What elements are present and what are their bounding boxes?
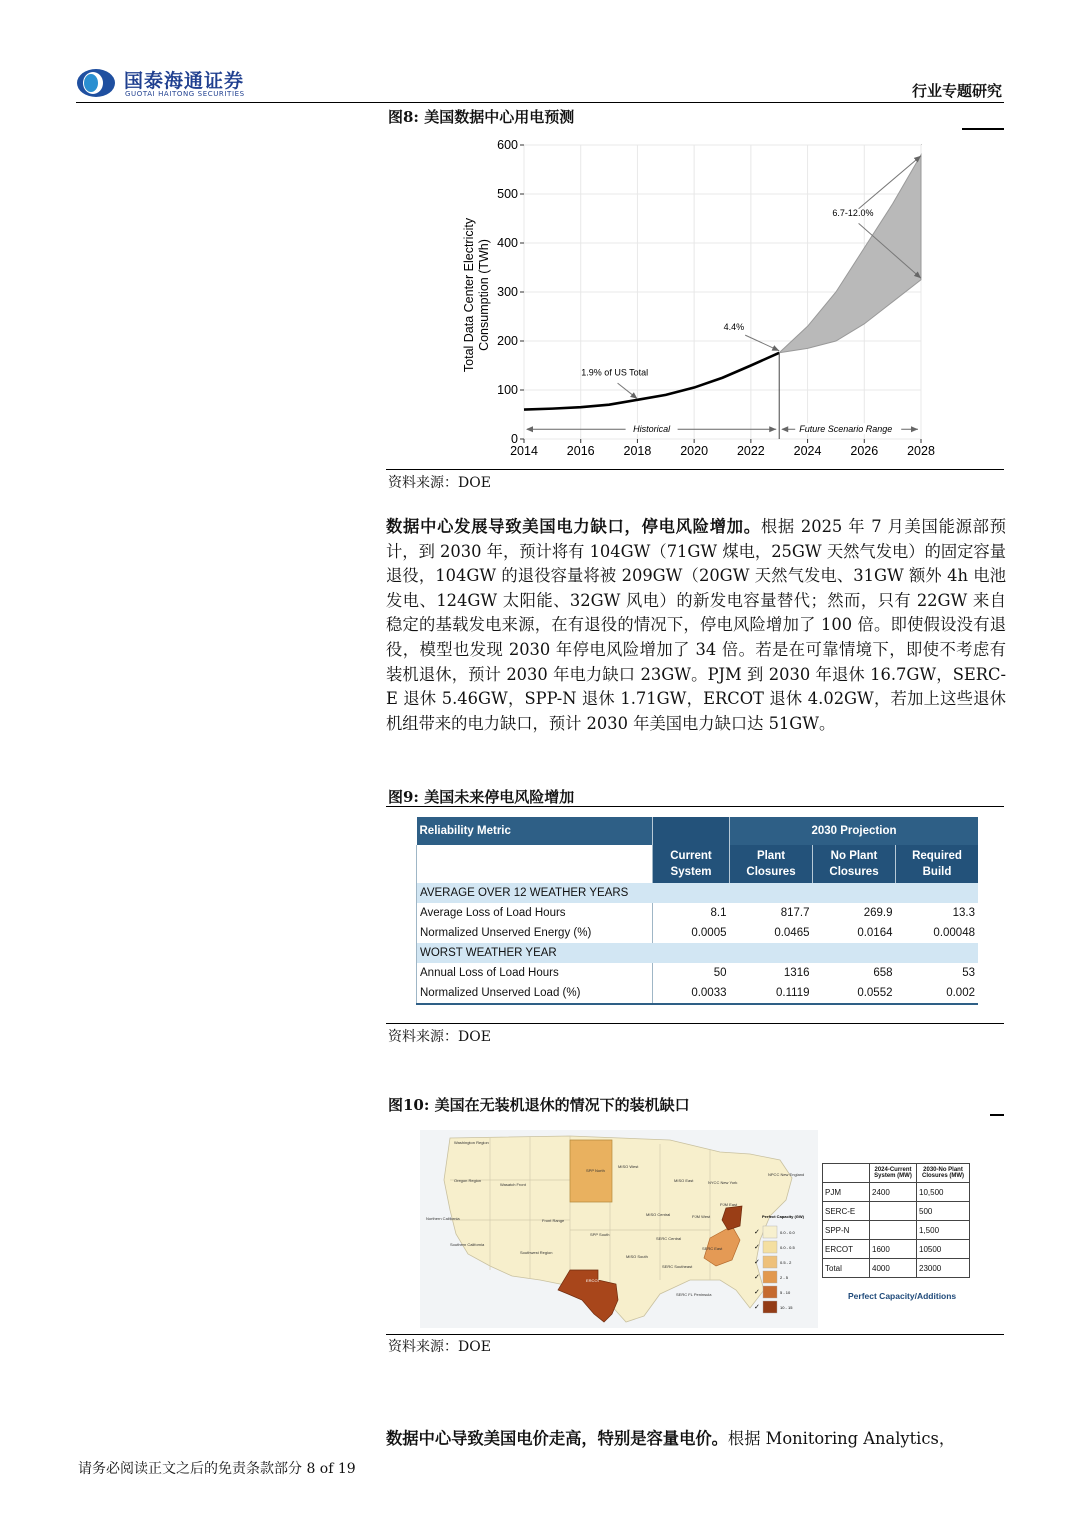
paragraph-1-lead: 数据中心发展导致美国电力缺口，停电风险增加。	[386, 517, 761, 536]
row-label: Average Loss of Load Hours	[417, 903, 653, 923]
section-row	[417, 943, 979, 963]
region-label: SERC East	[702, 1246, 723, 1251]
body-paragraph-2	[386, 1425, 955, 1449]
fig8-bottom-rule	[386, 469, 1004, 470]
table-cell: 0.002	[946, 987, 975, 999]
table-row	[823, 1183, 970, 1202]
historical-label: Historical	[633, 424, 671, 435]
row-label: Normalized Unserved Energy (%)	[417, 923, 653, 943]
page-footer: 请务必阅读正文之后的免责条款部分 8 of 19	[78, 1461, 356, 1477]
region-label: SPP North	[586, 1168, 605, 1173]
y-tick-label: 500	[497, 187, 518, 201]
legend-swatch	[763, 1256, 777, 1268]
legend-swatch	[763, 1301, 777, 1313]
legend-swatch	[763, 1271, 777, 1283]
table-cell: Total	[823, 1259, 870, 1278]
x-tick-label: 2028	[907, 444, 935, 458]
region-label: Wasatch Front	[500, 1182, 526, 1187]
table-row	[823, 1240, 970, 1259]
region-label: SERC FL Peninsula	[676, 1292, 712, 1297]
table-row	[417, 903, 979, 923]
table-cell: 658	[873, 967, 893, 979]
section-title: AVERAGE OVER 12 WEATHER YEARS	[417, 883, 979, 903]
region-label: NYCC New York	[708, 1180, 738, 1185]
annotation-2028: 6.7-12.0%	[832, 208, 874, 219]
table-cell: 817.7	[780, 907, 810, 919]
legend-check-icon: ✓	[754, 1304, 760, 1311]
y-tick-label: 0	[511, 432, 518, 446]
col-current-system: Current System	[653, 845, 730, 883]
table-cell: 23000	[917, 1259, 970, 1278]
region-label: PJM West	[692, 1214, 711, 1219]
y-tick-label: 100	[497, 383, 518, 397]
table-cell: 50	[713, 967, 727, 979]
region-label: MISO West	[618, 1164, 639, 1169]
fig9-source: 资料来源：DOE	[388, 1029, 491, 1045]
body-paragraph-1	[386, 515, 1006, 736]
fig9-caption-rule	[386, 806, 1004, 807]
region-label: MISO East	[674, 1178, 694, 1183]
capacity-gap-table	[822, 1163, 970, 1278]
legend-check-icon: ✓	[754, 1274, 760, 1281]
table-cell: 0.1119	[776, 987, 810, 999]
table-cell: SPP-N	[823, 1221, 870, 1240]
table-cell: 1,500	[917, 1221, 970, 1240]
legend-swatch	[763, 1241, 777, 1253]
table-cell: 2400	[870, 1183, 917, 1202]
us-map-svg	[420, 1130, 818, 1328]
table-cell: 500	[917, 1202, 970, 1221]
logo-text-cn: 国泰海通证券	[124, 70, 245, 92]
table-cell: 13.3	[952, 907, 975, 919]
table-cell: 269.9	[863, 907, 893, 919]
fig10-source: 资料来源：DOE	[388, 1339, 491, 1355]
table-cell: 8.1	[710, 907, 727, 919]
future-label: Future Scenario Range	[799, 424, 893, 435]
capacity-table-caption: Perfect Capacity/Additions	[848, 1291, 957, 1301]
table-row	[823, 1202, 970, 1221]
logo-text-en: GUOTAI HAITONG SECURITIES	[125, 90, 245, 98]
table-row	[823, 1221, 970, 1240]
table-header	[823, 1164, 870, 1183]
paragraph-1-body: 根据 2025 年 7 月美国能源部预计，到 2030 年，预计将有 104GW（71GW 煤电，25GW 天然气发电）的固定容量退役，104GW 的退役容量将被 209GW（20GW 天然气发电、31GW 额外 4h 电池发电、124GW 太阳能、32GW 风电）的新发电容量替代；然而，只有 22GW 来自稳定的基载发电来源，在有退役的情况下，停电风险增加了 100 倍。即使假设没有退役，模型也发现 2030 年停电风险增加了 34 倍。若是在可靠情境下，即使不考虑有装机退休，预计 2030 年电力缺口 23GW。PJM 到 2030 年退休 16.7GW，SERC-E 退休 5.46GW，SPP-N 退休 1.71GW，ERCOT 退休 4.02GW，若加上这些退休机组带来的电力缺口，预计 2030 年美国电力缺口达 51GW。	[386, 517, 1006, 733]
region-label: SERC Central	[656, 1236, 682, 1241]
region-label: SERC Southeast	[662, 1264, 693, 1269]
legend-check-icon: ✓	[754, 1229, 760, 1236]
col-no-plant-closures: No Plant Closures	[813, 845, 896, 883]
legend-label: 0.0 - 0.0	[780, 1230, 795, 1235]
fig8-chart	[455, 135, 945, 465]
region-label: MISO Central	[646, 1212, 671, 1217]
table-cell: 1316	[783, 967, 810, 979]
table-cell: 0.0164	[857, 927, 893, 939]
paragraph-2-body: 根据 Monitoring Analytics，	[727, 1429, 956, 1448]
table-cell	[870, 1221, 917, 1240]
table-row	[417, 923, 979, 943]
table-cell: 53	[962, 967, 975, 979]
region-label: PJM East	[720, 1202, 738, 1207]
fig10-caption-rule	[990, 1114, 1004, 1116]
region-label: SPP South	[590, 1232, 610, 1237]
fig10-caption: 图10: 美国在无装机退休的情况下的装机缺口	[388, 1096, 690, 1114]
x-tick-label: 2018	[623, 444, 652, 458]
legend-check-icon: ✓	[754, 1244, 760, 1251]
legend-check-icon: ✓	[754, 1289, 760, 1296]
legend-label: 2 - 5	[780, 1275, 789, 1280]
table-cell: 1600	[870, 1240, 917, 1259]
y-tick-label: 400	[497, 236, 518, 250]
x-tick-label: 2016	[566, 444, 595, 458]
x-tick-label: 2026	[850, 444, 879, 458]
table-row	[417, 983, 979, 1004]
fig9-caption: 图9: 美国未来停电风险增加	[388, 788, 575, 806]
table-cell: 0.00048	[933, 927, 975, 939]
fig9-bottom-rule	[386, 1023, 1004, 1024]
table-cell	[870, 1202, 917, 1221]
fig10-bottom-rule	[386, 1334, 1004, 1335]
header-metric: Reliability Metric	[417, 817, 653, 845]
region-label: Oregon Region	[454, 1178, 482, 1183]
table-header: 2030-No Plant Closures (MW)	[917, 1164, 970, 1183]
legend-label: 10 - 15	[780, 1305, 793, 1310]
annotation-2023: 4.4%	[723, 322, 745, 333]
logo-icon	[76, 68, 116, 98]
fig8-caption: 图8: 美国数据中心用电预测	[388, 108, 575, 126]
row-label: Normalized Unserved Load (%)	[417, 983, 653, 1004]
region-label: Front Range	[542, 1218, 565, 1223]
table-row	[417, 963, 979, 983]
header-projection: 2030 Projection	[730, 817, 979, 845]
x-tick-label: 2022	[736, 444, 765, 458]
legend-label: 0.5 - 2	[780, 1260, 792, 1265]
section-title: WORST WEATHER YEAR	[417, 943, 979, 963]
x-tick-label: 2024	[793, 444, 822, 458]
table-cell: 0.0465	[774, 927, 810, 939]
table-cell: ERCOT	[823, 1240, 870, 1259]
region-label: ERCOT	[586, 1278, 600, 1283]
region-label: Washington Region	[454, 1140, 489, 1145]
legend-label: 5 - 10	[780, 1290, 791, 1295]
table-cell: 10,500	[917, 1183, 970, 1202]
table-cell: SERC-E	[823, 1202, 870, 1221]
table-cell: PJM	[823, 1183, 870, 1202]
us-capacity-map	[420, 1130, 818, 1328]
region-label: Northern California	[426, 1216, 460, 1221]
col-required-build: Required Build	[896, 845, 979, 883]
legend-label: 0.0 - 0.5	[780, 1245, 795, 1250]
table-cell: 4000	[870, 1259, 917, 1278]
region-label: Southern California	[450, 1242, 485, 1247]
brand-logo	[76, 66, 276, 102]
legend-check-icon: ✓	[754, 1259, 760, 1266]
table-cell: 0.0005	[691, 927, 727, 939]
table-cell: 10500	[917, 1240, 970, 1259]
report-type: 行业专题研究	[911, 82, 1002, 100]
table-row	[823, 1259, 970, 1278]
legend-swatch	[763, 1286, 777, 1298]
x-tick-label: 2014	[510, 444, 538, 458]
region-label: NPCC New England	[768, 1172, 805, 1177]
annotation-2014: 1.9% of US Total	[581, 367, 649, 378]
y-axis-label-2: Consumption (TWh)	[477, 239, 491, 351]
legend-title: Perfect Capacity (GW)	[762, 1214, 805, 1219]
y-tick-label: 600	[497, 138, 518, 152]
table-cell: 0.0033	[691, 987, 727, 999]
y-tick-label: 300	[497, 285, 518, 299]
reliability-table	[416, 817, 978, 1005]
header-divider	[76, 102, 1004, 103]
paragraph-2-lead: 数据中心导致美国电价走高，特别是容量电价。	[386, 1429, 728, 1448]
row-label: Annual Loss of Load Hours	[417, 963, 653, 983]
legend-swatch	[763, 1226, 777, 1238]
fig8-source: 资料来源：DOE	[388, 475, 491, 491]
fig8-caption-rule	[962, 128, 1004, 130]
y-tick-label: 200	[497, 334, 518, 348]
section-row	[417, 883, 979, 903]
table-cell: 0.0552	[857, 987, 893, 999]
table-header: 2024-Current System (MW)	[870, 1164, 917, 1183]
region-label: Southwest Region	[520, 1250, 553, 1255]
x-tick-label: 2020	[680, 444, 709, 458]
y-axis-label-1: Total Data Center Electricity	[462, 217, 476, 373]
col-plant-closures: Plant Closures	[730, 845, 813, 883]
region-label: MISO South	[626, 1254, 648, 1259]
